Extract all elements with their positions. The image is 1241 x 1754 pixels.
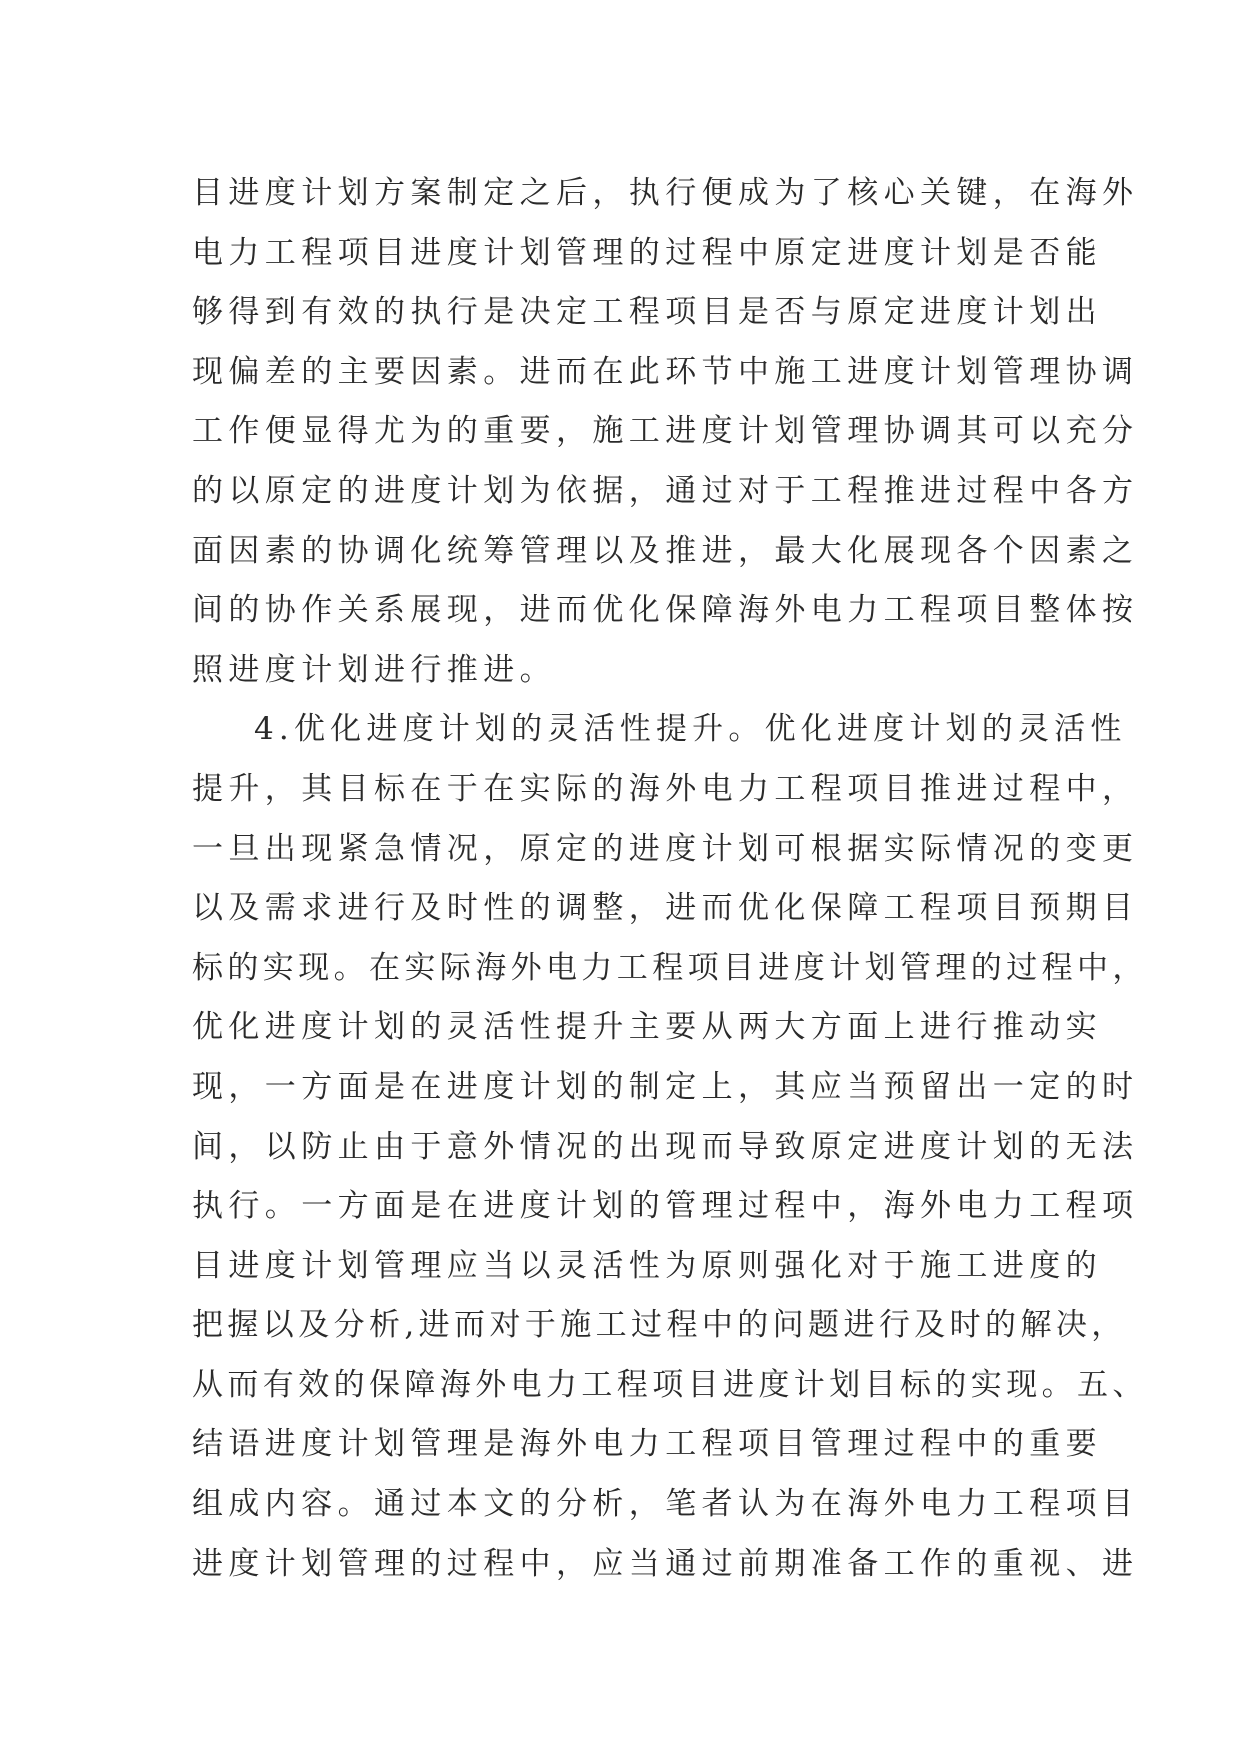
text-line: 的以原定的进度计划为依据，通过对于工程推进过程中各方 <box>192 472 1139 509</box>
text-line: 工作便显得尤为的重要，施工进度计划管理协调其可以充分 <box>192 413 1139 450</box>
body-text <box>192 164 1148 1594</box>
text-line: 标的实现。在实际海外电力工程项目进度计划管理的过程中， <box>192 949 1148 986</box>
text-line: 把握以及分析,进而对于施工过程中的问题进行及时的解决， <box>192 1307 1127 1344</box>
text-line: 电力工程项目进度计划管理的过程中原定进度计划是否能 <box>192 234 1102 271</box>
text-line: 间的协作关系展现，进而优化保障海外电力工程项目整体按 <box>192 592 1139 629</box>
text-line: 组成内容。通过本文的分析，笔者认为在海外电力工程项目 <box>192 1486 1139 1523</box>
section-heading-line: 4.优化进度计划的灵活性提升。优化进度计划的灵活性 <box>254 711 1127 748</box>
text-line: 够得到有效的执行是决定工程项目是否与原定进度计划出 <box>192 294 1102 331</box>
text-line: 执行。一方面是在进度计划的管理过程中，海外电力工程项 <box>192 1188 1139 1225</box>
text-line: 照进度计划进行推进。 <box>192 651 556 688</box>
text-line: 从而有效的保障海外电力工程项目进度计划目标的实现。五、 <box>192 1366 1148 1403</box>
text-line: 一旦出现紧急情况，原定的进度计划可根据实际情况的变更 <box>192 830 1139 867</box>
text-line: 结语进度计划管理是海外电力工程项目管理过程中的重要 <box>192 1426 1102 1463</box>
text-line: 目进度计划方案制定之后，执行便成为了核心关键，在海外 <box>192 175 1139 211</box>
text-line: 优化进度计划的灵活性提升主要从两大方面上进行推动实 <box>192 1009 1102 1046</box>
text-line: 提升，其目标在于在实际的海外电力工程项目推进过程中， <box>192 770 1139 807</box>
text-line: 间，以防止由于意外情况的出现而导致原定进度计划的无法 <box>192 1128 1139 1165</box>
text-line: 目进度计划管理应当以灵活性为原则强化对于施工进度的 <box>192 1247 1102 1284</box>
text-line: 面因素的协调化统筹管理以及推进，最大化展现各个因素之 <box>192 532 1139 569</box>
text-line: 现偏差的主要因素。进而在此环节中施工进度计划管理协调 <box>192 353 1139 390</box>
text-line: 以及需求进行及时性的调整，进而优化保障工程项目预期目 <box>192 890 1139 927</box>
text-line: 现，一方面是在进度计划的制定上，其应当预留出一定的时 <box>192 1068 1139 1105</box>
text-line: 进度计划管理的过程中，应当通过前期准备工作的重视、进 <box>192 1545 1139 1582</box>
